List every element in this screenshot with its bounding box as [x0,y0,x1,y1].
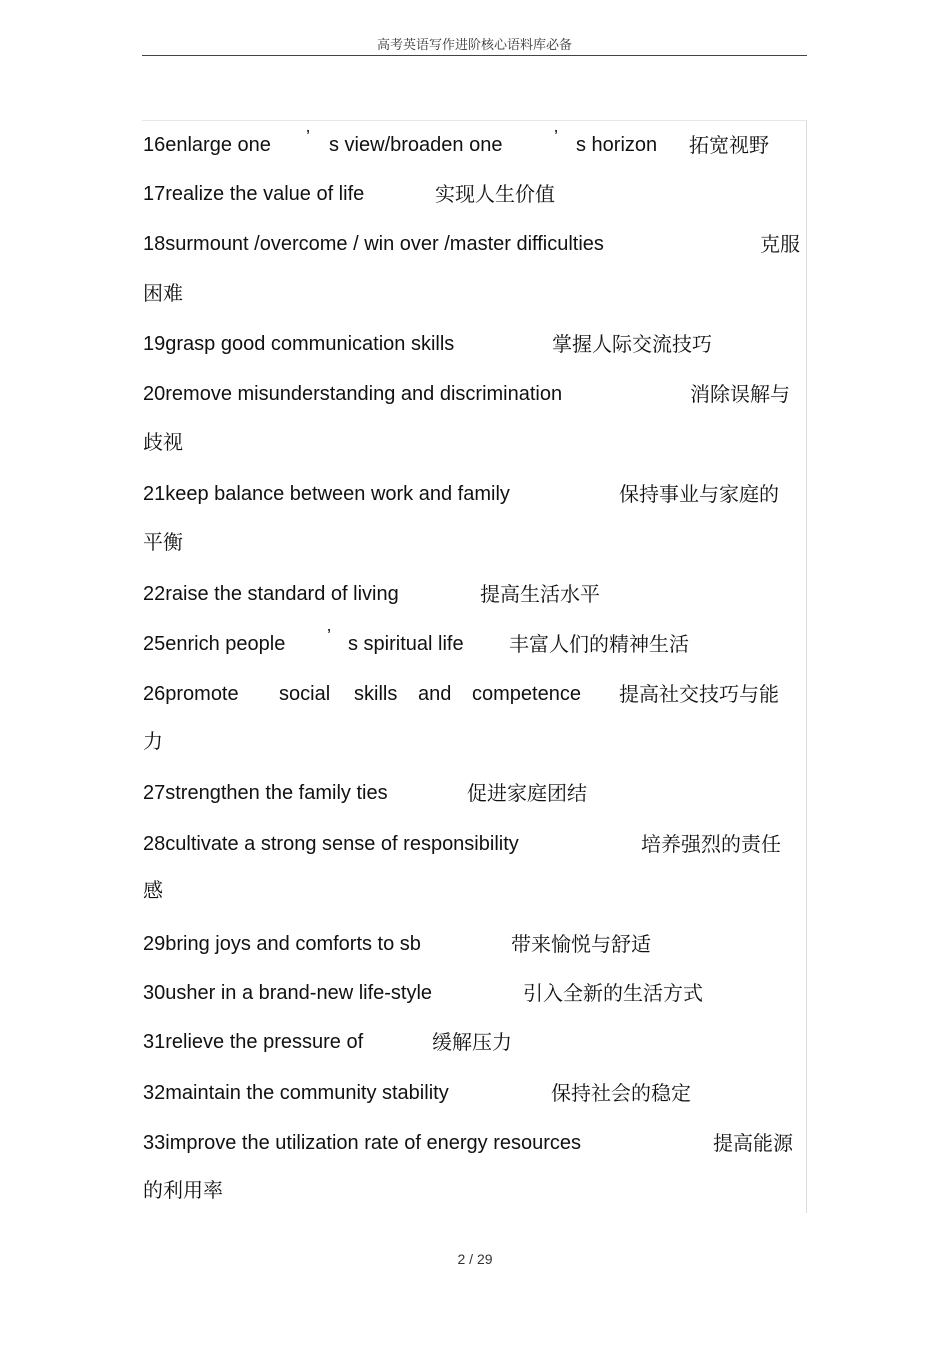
entry-translation: 提高社交技巧与能 [619,682,779,706]
list-item-continuation [143,429,183,481]
entry-text: s horizon [576,134,658,156]
header-divider [142,55,807,56]
entry-text: 16enlarge one [143,134,271,156]
entry-text: 30usher in a brand-new life-style [143,982,433,1004]
entry-text: 33improve the utilization rate of energy resources [143,1132,582,1154]
entry-text: 28cultivate a strong sense of responsibility [143,833,519,855]
entry-translation: 消除误解与 [690,382,790,406]
entry-translation: 带来愉悦与舒适 [511,932,651,956]
entry-text: 26promote [143,683,239,705]
entry-text: s spiritual life [348,633,464,655]
apostrophe: ’ [306,127,310,147]
entry-text: 27strengthen the family ties [143,782,388,804]
entry-text: 19grasp good communication skills [143,333,455,355]
entry-text: 25enrich people [143,633,286,655]
entry-translation: 保持社会的稳定 [551,1081,691,1105]
entry-text: and [418,683,452,705]
entry-translation: 实现人生价值 [435,182,555,206]
page-header-title: 高考英语写作进阶核心语料库必备 [376,38,572,53]
entry-translation: 力 [143,729,163,753]
apostrophe: ’ [327,626,331,646]
entry-text: skills [354,683,398,705]
entry-text: 21keep balance between work and family [143,483,510,505]
entry-text: 31relieve the pressure of [143,1031,364,1053]
entry-translation: 提高能源 [713,1131,793,1155]
entry-translation: 困难 [143,281,183,305]
entry-translation: 提高生活水平 [480,582,600,606]
entry-translation: 平衡 [143,530,183,554]
list-item-continuation [143,877,163,929]
list-item-continuation [143,1177,223,1229]
entry-translation: 保持事业与家庭的 [619,482,779,506]
entry-translation: 感 [143,878,163,902]
entry-text: 32maintain the community stability [143,1082,449,1104]
entry-text: 29bring joys and comforts to sb [143,933,421,955]
list-item-continuation [143,529,183,581]
page-number: 2 / 29 [457,1251,493,1267]
entry-translation: 培养强烈的责任 [641,832,781,856]
entry-text: social [279,683,331,705]
entry-text: s view/broaden one [329,134,503,156]
list-item-continuation [143,280,183,332]
entry-translation: 促进家庭团结 [467,781,587,805]
entry-text: 17realize the value of life [143,183,365,205]
entry-translation: 克服 [760,232,800,256]
entry-translation: 引入全新的生活方式 [523,981,703,1005]
entry-text: competence [472,683,581,705]
entry-translation: 缓解压力 [432,1030,512,1054]
entry-translation: 的利用率 [143,1178,223,1202]
entry-text: 18surmount /overcome / win over /master difficulties [143,233,604,255]
entry-text: 20remove misunderstanding and discrimination [143,383,563,405]
entry-translation: 掌握人际交流技巧 [552,332,712,356]
entry-translation: 歧视 [143,430,183,454]
entry-text: 22raise the standard of living [143,583,399,605]
entry-translation: 拓宽视野 [689,133,769,157]
entry-translation: 丰富人们的精神生活 [509,632,689,656]
apostrophe: ’ [554,127,558,147]
list-item-continuation [143,728,163,780]
